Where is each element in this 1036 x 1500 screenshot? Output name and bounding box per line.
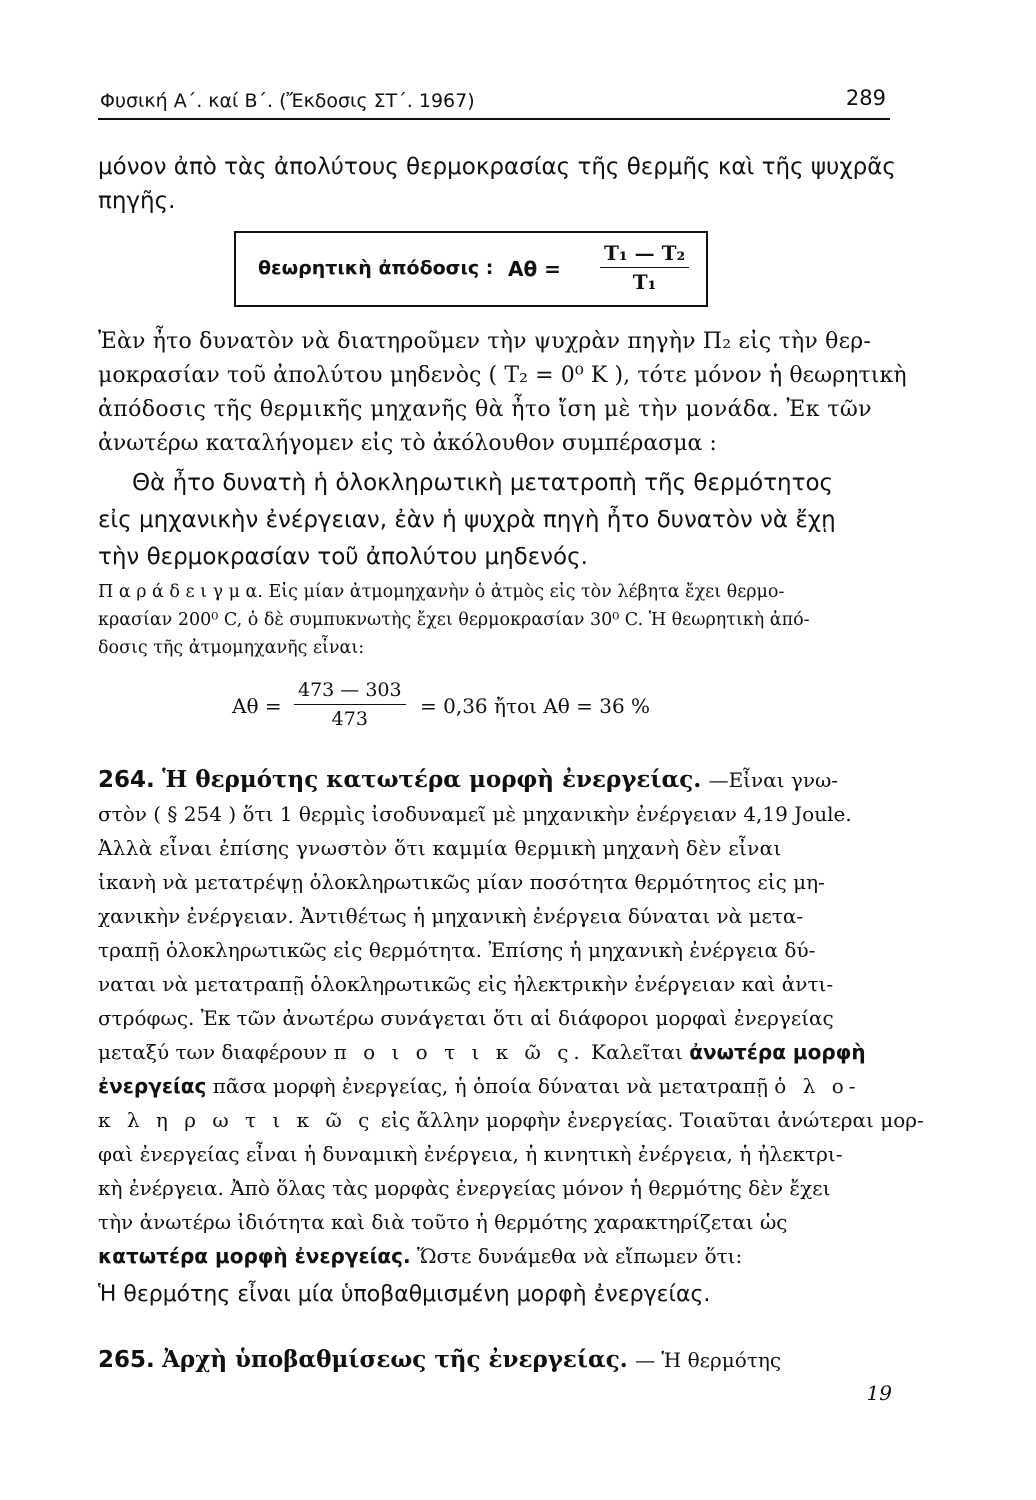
- header-title: Φυσική Α΄. καί Β΄. (Ἔκδοσις ΣΤ΄. 1967): [100, 90, 475, 112]
- example-formula: [232, 676, 712, 736]
- section-line: χανικὴν ἐνέργειαν. Ἀντιθέτως ἡ μηχανικὴ ἐνέργεια δύναται νὰ μετα-: [98, 904, 804, 928]
- bold-term: ἀνωτέρα μορφὴ: [689, 1040, 866, 1064]
- section-line: [98, 1108, 924, 1132]
- intro-line: μόνον ἀπὸ τὰς ἀπολύτους θερμοκρασίας τῆς θερμῆς καὶ τῆς ψυχρᾶς: [98, 154, 896, 180]
- intro-line: πηγῆς.: [98, 188, 176, 214]
- example-line: κρασίαν 200⁰ C, ὁ δὲ συμπυκνωτὴς ἔχει θερμοκρασίαν 30⁰ C. Ἡ θεωρητικὴ ἀπό-: [98, 610, 810, 630]
- section-title: Ἀρχὴ ὑποβαθμίσεως τῆς ἐνεργείας.: [162, 1346, 628, 1373]
- example-lead: Π α ρ ά δ ε ι γ μ α.: [98, 582, 263, 602]
- example-formula-lhs: Αθ =: [232, 694, 282, 718]
- running-head: [98, 88, 890, 120]
- section-line: τραπῇ ὁλοκληρωτικῶς εἰς θερμότητα. Ἐπίσης ἡ μηχανικὴ ἐνέργεια δύ-: [98, 938, 816, 962]
- section-264-heading: [98, 766, 838, 793]
- formula-symbol: Αθ =: [508, 257, 561, 281]
- section-text: εἰς ἄλλην μορφὴν ἐνεργείας. Τοιαῦται ἀνώτεραι μορ-: [380, 1108, 924, 1132]
- section-line: τὴν ἀνωτέρω ἰδιότητα καὶ διὰ τοῦτο ἡ θερμότης χαρακτηρίζεται ὡς: [98, 1210, 788, 1234]
- efficiency-formula-box: [234, 231, 708, 307]
- conclusion-line: εἰς μηχανικὴν ἐνέργειαν, ἐὰν ἡ ψυχρὰ πηγὴ ἦτο δυνατὸν νὰ ἔχῃ: [98, 507, 836, 533]
- section-line: φαὶ ἐνεργείας εἶναι ἡ δυναμικὴ ἐνέργεια, ἡ κινητικὴ ἐνέργεια, ἡ ἠλεκτρι-: [98, 1142, 843, 1166]
- conclusion-line: Θὰ ἦτο δυνατὴ ἡ ὁλοκληρωτικὴ μετατροπὴ τῆς θερμότητος: [132, 470, 834, 496]
- page-number: 289: [845, 86, 886, 110]
- section-line: στρόφως. Ἐκ τῶν ἀνωτέρω συνάγεται ὅτι αἱ διάφοροι μορφαὶ ἐνεργείας: [98, 1006, 834, 1030]
- section-line: Ἀλλὰ εἶναι ἐπίσης γνωστὸν ὅτι καμμία θερμικὴ μηχανὴ δὲν εἶναι: [98, 836, 782, 860]
- bold-term: κατωτέρα μορφὴ ἐνεργείας.: [98, 1244, 411, 1268]
- section-line: [98, 1244, 742, 1268]
- formula-numerator: T₁ — T₂: [600, 239, 689, 268]
- conclusion-line: τὴν θερμοκρασίαν τοῦ ἀπολύτου μηδενός.: [98, 544, 588, 570]
- example-denominator: 473: [331, 708, 368, 730]
- section-line: ἱκανὴ νὰ μετατρέψῃ ὁλοκληρωτικῶς μίαν ποσότητα θερμότητος εἰς μη-: [98, 870, 825, 894]
- formula-fraction: [600, 239, 689, 296]
- paragraph-line: ἀνωτέρω καταλήγομεν εἰς τὸ ἀκόλουθον συμπέρασμα :: [98, 431, 717, 456]
- section-line: ναται νὰ μετατραπῇ ὁλοκληρωτικῶς εἰς ἠλεκτρικὴν ἐνέργειαν καὶ ἀντι-: [98, 972, 834, 996]
- spaced-text: ὁ λ ο-: [774, 1074, 861, 1098]
- section-text: Ὥστε δυνάμεθα νὰ εἴπωμεν ὅτι:: [416, 1244, 743, 1268]
- section-number: 265.: [98, 1347, 155, 1373]
- formula-label: θεωρητικὴ ἀπόδοσις :: [258, 257, 494, 279]
- example-fraction: [294, 676, 406, 733]
- section-text: —Εἶναι γνω-: [708, 768, 839, 792]
- paragraph-line: μοκρασίαν τοῦ ἀπολύτου μηδενὸς ( T₂ = 0⁰ Κ ), τότε μόνον ἡ θεωρητικὴ: [98, 363, 907, 388]
- example-line: δοσις τῆς ἀτμομηχανῆς εἶναι:: [98, 638, 365, 658]
- section-number: 264.: [98, 767, 155, 793]
- spaced-text: π ο ι ο τ ι κ ῶ ς.: [333, 1040, 585, 1064]
- section-text: πᾶσα μορφὴ ἐνεργείας, ἡ ὁποία δύναται νὰ μετατραπῇ: [212, 1074, 768, 1098]
- section-text: Καλεῖται: [591, 1040, 683, 1064]
- example-text: Εἰς μίαν ἀτμομηχανὴν ὁ ἀτμὸς εἰς τὸν λέβητα ἔχει θερμο-: [268, 582, 785, 602]
- example-numerator: 473 — 303: [294, 676, 406, 705]
- example-formula-rhs: = 0,36 ἤτοι Αθ = 36 %: [420, 694, 651, 718]
- spaced-text: κ λ η ρ ω τ ι κ ῶ ς: [98, 1108, 375, 1132]
- section-text: μεταξύ των διαφέρουν: [98, 1040, 328, 1064]
- statement: Ἡ θερμότης εἶναι μία ὑποβαθμισμένη μορφὴ ἐνεργείας.: [98, 1282, 711, 1307]
- section-line: [98, 1074, 861, 1098]
- section-title: Ἡ θερμότης κατωτέρα μορφὴ ἐνεργείας.: [162, 766, 702, 793]
- signature-mark: 19: [866, 1381, 892, 1405]
- section-text: — Ἡ θερμότης: [635, 1348, 782, 1372]
- section-line: στὸν ( § 254 ) ὅτι 1 θερμὶς ἰσοδυναμεῖ μὲ μηχανικὴν ἐνέργειαν 4,19 Joule.: [98, 802, 852, 826]
- paragraph-line: ἀπόδοσις τῆς θερμικῆς μηχανῆς θὰ ἦτο ἴση μὲ τὴν μονάδα. Ἐκ τῶν: [98, 397, 872, 422]
- section-line: [98, 1040, 866, 1064]
- section-265-heading: [98, 1346, 781, 1373]
- section-line: κὴ ἐνέργεια. Ἀπὸ ὅλας τὰς μορφὰς ἐνεργείας μόνον ἡ θερμότης δὲν ἔχει: [98, 1176, 831, 1200]
- bold-term: ἐνεργείας: [98, 1074, 207, 1098]
- example-line: [98, 582, 784, 602]
- formula-denominator: T₁: [632, 270, 657, 294]
- paragraph-line: Ἐὰν ἦτο δυνατὸν νὰ διατηροῦμεν τὴν ψυχρὰν πηγὴν Π₂ εἰς τὴν θερ-: [98, 329, 871, 354]
